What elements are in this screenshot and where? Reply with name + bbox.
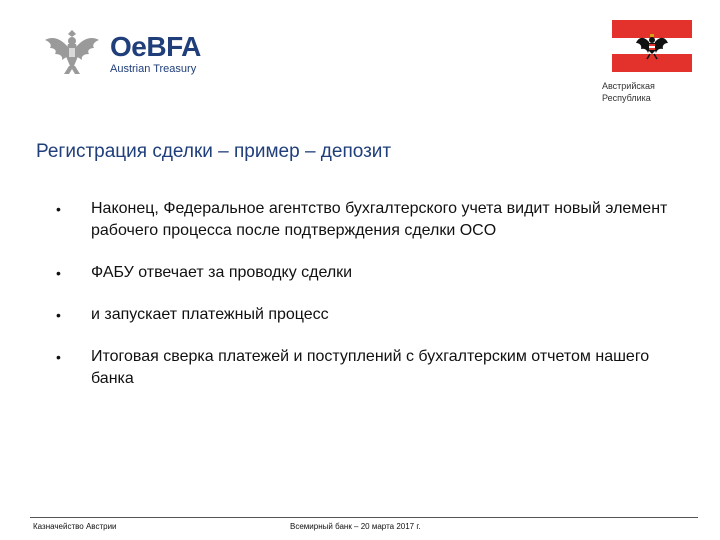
- bullet-item: [56, 198, 696, 242]
- bullet-list: [56, 198, 696, 390]
- footer-divider: [30, 517, 698, 518]
- flag-caption-line: Австрийская: [602, 81, 655, 91]
- bullet-item: [56, 262, 696, 284]
- bullet-icon: •: [56, 201, 61, 217]
- logo-name: OeBFA: [110, 31, 201, 62]
- flag-caption: [602, 80, 692, 104]
- bullet-text: ФАБУ отвечает за проводку сделки: [91, 264, 353, 281]
- logo-subtitle: Austrian Treasury: [110, 63, 197, 75]
- eagle-icon: [42, 26, 102, 78]
- bullet-icon: •: [56, 349, 61, 365]
- austria-flag-icon: [612, 20, 692, 72]
- bullet-icon: •: [56, 307, 61, 323]
- footer-organization: Казначейство Австрии: [33, 522, 117, 531]
- bullet-text: и запускает платежный процесс: [91, 306, 329, 323]
- footer-event-date: Всемирный банк – 20 марта 2017 г.: [290, 522, 421, 531]
- bullet-icon: •: [56, 265, 61, 281]
- oebfa-logo: [42, 26, 212, 78]
- bullet-text: Наконец, Федеральное агентство бухгалтерского учета видит новый элемент рабочего процесса после подтверждения сделки OCO: [91, 200, 668, 239]
- flag-caption-line: Республика: [602, 93, 651, 103]
- slide-title: Регистрация сделки – пример – депозит: [36, 141, 392, 162]
- bullet-item: [56, 346, 696, 390]
- bullet-text: Итоговая сверка платежей и поступлений с бухгалтерским отчетом нашего банка: [91, 348, 650, 387]
- bullet-item: [56, 304, 696, 326]
